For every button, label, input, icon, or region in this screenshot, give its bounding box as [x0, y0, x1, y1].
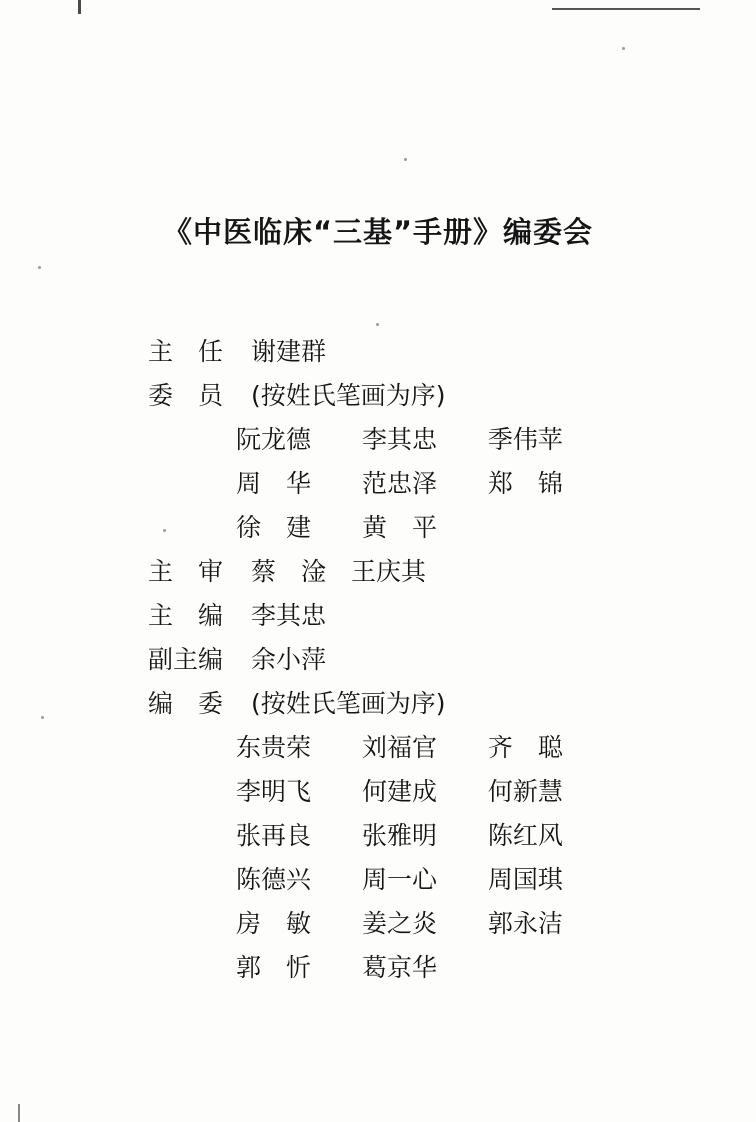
editor-name: 郭永洁 [487, 909, 563, 938]
editor-name: 房 敏 [236, 909, 312, 938]
editor-name-row [148, 946, 618, 990]
editor-name: 郭 忻 [236, 953, 312, 982]
board-value-members-note: (按姓氏笔画为序) [250, 381, 446, 410]
scan-speck [376, 323, 379, 326]
editor-name-row [148, 902, 618, 946]
editor-name: 陈红风 [487, 821, 563, 850]
board-value-editors-note: (按姓氏笔画为序) [250, 689, 446, 718]
scan-artifact-top-left [78, 0, 81, 14]
editor-name: 何建成 [361, 777, 437, 806]
page-title: 《中医临床“三基”手册》编委会 [162, 215, 594, 249]
editor-name: 周国琪 [487, 865, 563, 894]
editor-name: 张雅明 [361, 821, 437, 850]
member-name: 郑 锦 [487, 469, 563, 498]
board-value-chief-reviewer: 蔡 淦 王庆其 [250, 557, 426, 586]
member-name: 周 华 [236, 469, 312, 498]
editor-name: 周一心 [361, 865, 437, 894]
board-row-members [148, 374, 618, 418]
scan-speck [622, 47, 625, 50]
editor-name-row [148, 858, 618, 902]
board-label-chief-editor: 主 编 [148, 601, 224, 630]
scan-artifact-bottom-left [18, 1104, 20, 1122]
editorial-board-list [148, 330, 618, 990]
member-name: 范忠泽 [361, 469, 437, 498]
member-name-row [148, 418, 618, 462]
editor-name-row [148, 814, 618, 858]
member-name: 季伟苹 [487, 425, 563, 454]
member-name: 黄 平 [361, 513, 437, 542]
editor-name: 何新慧 [487, 777, 563, 806]
board-row-deputy-editor [148, 638, 618, 682]
board-value-director: 谢建群 [250, 337, 326, 366]
editor-name: 陈德兴 [236, 865, 312, 894]
board-label-director: 主 任 [148, 337, 224, 366]
member-name: 阮龙德 [236, 425, 312, 454]
member-name: 李其忠 [361, 425, 437, 454]
board-value-deputy-editor: 余小萍 [250, 645, 326, 674]
editor-name: 东贵荣 [236, 733, 312, 762]
editor-name: 齐 聪 [487, 733, 563, 762]
scan-speck [38, 266, 41, 269]
scan-speck [404, 158, 407, 161]
editor-name: 葛京华 [361, 953, 437, 982]
board-label-members: 委 员 [148, 381, 224, 410]
editor-name: 李明飞 [236, 777, 312, 806]
scan-artifact-top-right [552, 8, 700, 10]
board-label-deputy-editor: 副主编 [148, 645, 224, 674]
board-row-editors [148, 682, 618, 726]
member-name: 徐 建 [236, 513, 312, 542]
board-value-chief-editor: 李其忠 [250, 601, 326, 630]
board-label-chief-reviewer: 主 审 [148, 557, 224, 586]
member-name-row [148, 462, 618, 506]
editor-name-row [148, 726, 618, 770]
member-name-row [148, 506, 618, 550]
scan-speck [41, 716, 44, 719]
board-row-director [148, 330, 618, 374]
editor-name: 张再良 [236, 821, 312, 850]
board-row-chief-reviewer [148, 550, 618, 594]
board-row-chief-editor [148, 594, 618, 638]
editor-name: 刘福官 [361, 733, 437, 762]
board-label-editors: 编 委 [148, 689, 224, 718]
editor-name: 姜之炎 [361, 909, 437, 938]
editor-name-row [148, 770, 618, 814]
